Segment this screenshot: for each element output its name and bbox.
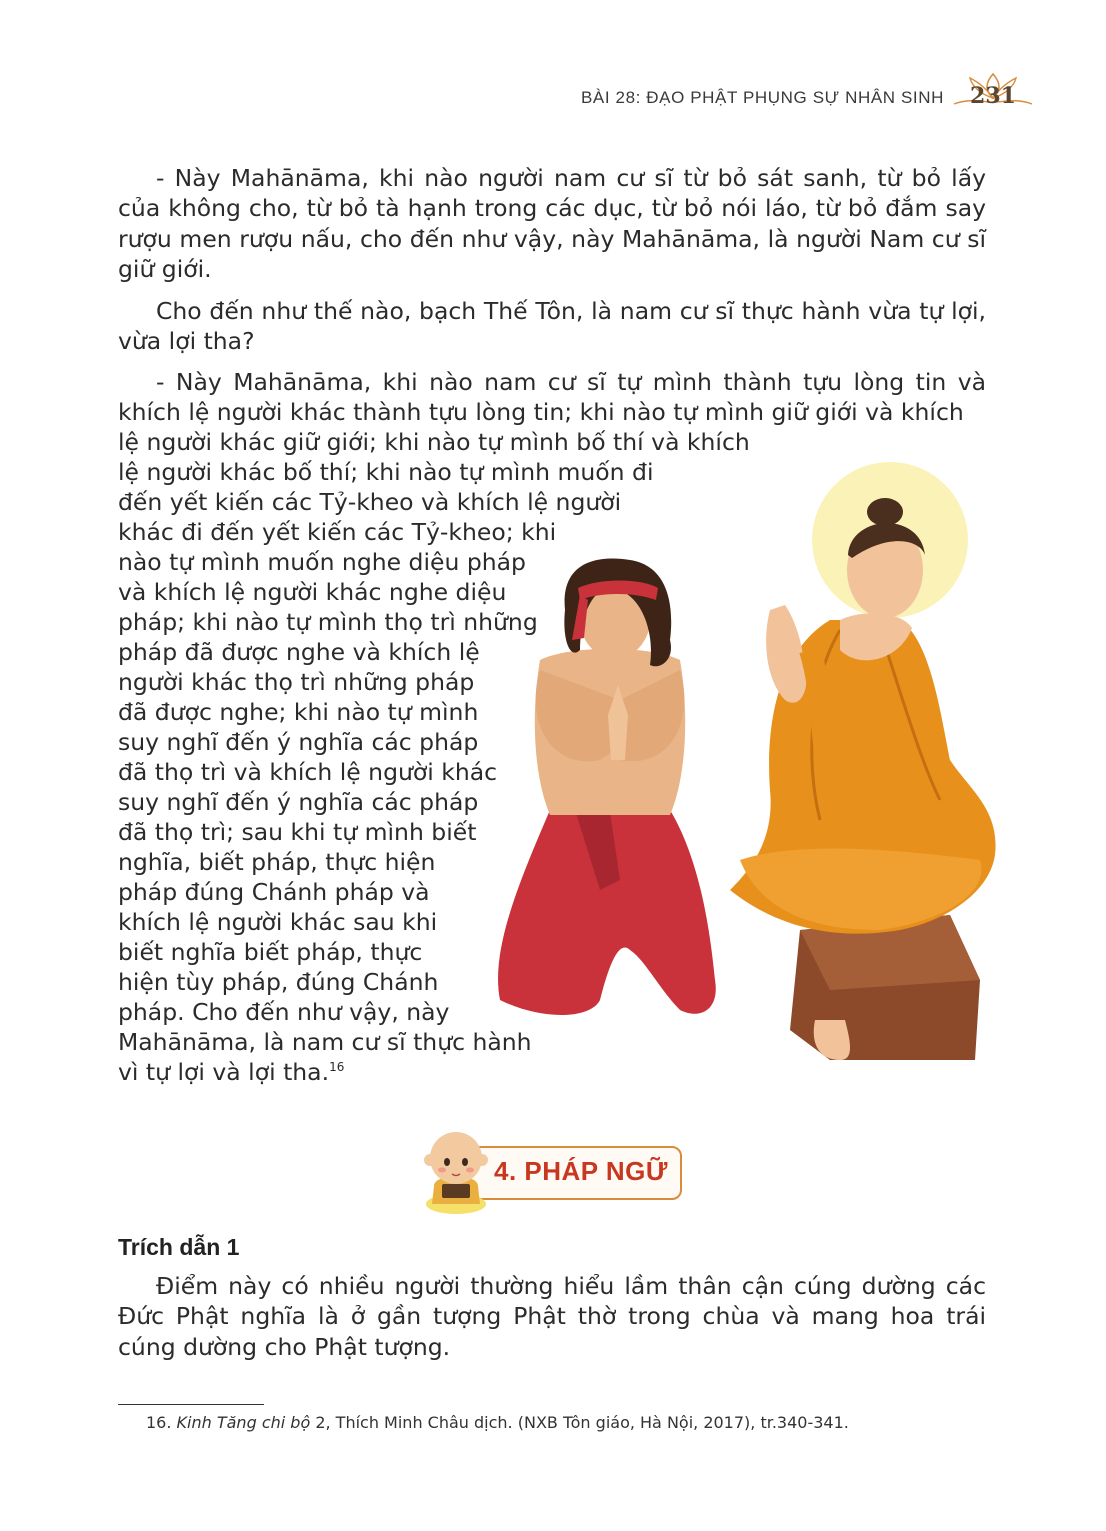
footnote-reference: 16 <box>329 1060 345 1075</box>
buddha-teaching-illustration <box>480 460 1010 1070</box>
little-monk-icon <box>418 1118 498 1218</box>
footnote-citation: 2, Thích Minh Châu dịch. (NXB Tôn giáo, Hà Nội, 2017), tr.340-341. <box>310 1413 849 1432</box>
text-line: và khích lệ người khác nghe diệu <box>118 578 507 606</box>
page-number: 231 <box>970 83 1016 109</box>
text-line: biết nghĩa biết pháp, thực <box>118 938 423 966</box>
footnote-work-title: Kinh Tăng chi bộ <box>176 1413 311 1432</box>
text-line: đã thọ trì; sau khi tự mình biết <box>118 818 477 846</box>
footnote <box>146 1413 849 1432</box>
text-line: pháp. Cho đến như vậy, này <box>118 998 450 1026</box>
text-line: lệ người khác giữ giới; khi nào tự mình bố thí và khích <box>118 428 750 456</box>
text-line: pháp; khi nào tự mình thọ trì những <box>118 608 538 636</box>
section-title: 4. PHÁP NGỮ <box>494 1156 668 1186</box>
text-line: hiện tùy pháp, đúng Chánh <box>118 968 439 996</box>
paragraph-1: - Này Mahānāma, khi nào người nam cư sĩ từ bỏ sát sanh, từ bỏ lấy của không cho, từ bỏ tà hạnh trong các dục, từ bỏ nói láo, từ bỏ đắm say rượu men rượu nấu, cho đến như vậy, này Mahānāma, là người Nam cư sĩ giữ giới. <box>118 164 986 283</box>
text-line: đã được nghe; khi nào tự mình <box>118 698 479 726</box>
footnote-divider <box>118 1404 264 1405</box>
text-line: pháp đúng Chánh pháp và <box>118 878 430 906</box>
text-line: vì tự lợi và lợi tha. <box>118 1058 330 1086</box>
paragraph-3-intro: - Này Mahānāma, khi nào nam cư sĩ tự mình thành tựu lòng tin và khích lệ người khác thành tựu lòng tin; khi nào tự mình giữ giới và khích <box>118 368 986 427</box>
quote-text: Điểm này có nhiều người thường hiểu lầm thân cận cúng dường các Đức Phật nghĩa là ở gần tượng Phật thờ trong chùa và mang hoa trái cúng dường cho Phật tượng. <box>118 1272 986 1361</box>
text-line-last <box>118 1058 344 1086</box>
text-line: nghĩa, biết pháp, thực hiện <box>118 848 436 876</box>
text-line: nào tự mình muốn nghe diệu pháp <box>118 548 526 576</box>
text-line: Mahānāma, là nam cư sĩ thực hành <box>118 1028 532 1056</box>
text-line: đã thọ trì và khích lệ người khác <box>118 758 498 786</box>
text-line: suy nghĩ đến ý nghĩa các pháp <box>118 728 479 756</box>
text-line: pháp đã được nghe và khích lệ <box>118 638 480 666</box>
text-line: đến yết kiến các Tỷ-kheo và khích lệ người <box>118 488 622 516</box>
running-title: BÀI 28: ĐẠO PHẬT PHỤNG SỰ NHÂN SINH <box>580 88 944 107</box>
quote-subtitle: Trích dẫn 1 <box>118 1234 240 1260</box>
page-number-ornament <box>950 78 1036 118</box>
text-line: suy nghĩ đến ý nghĩa các pháp <box>118 788 479 816</box>
paragraph-2: Cho đến như thế nào, bạch Thế Tôn, là nam cư sĩ thực hành vừa tự lợi, vừa lợi tha? <box>118 297 986 356</box>
text-line: lệ người khác bố thí; khi nào tự mình muốn đi <box>118 458 654 486</box>
text-line: khích lệ người khác sau khi <box>118 908 438 936</box>
text-line: người khác thọ trì những pháp <box>118 668 475 696</box>
running-header <box>581 78 1036 118</box>
footnote-number: 16. <box>146 1413 172 1432</box>
text-line: khác đi đến yết kiến các Tỷ-kheo; khi <box>118 518 557 546</box>
